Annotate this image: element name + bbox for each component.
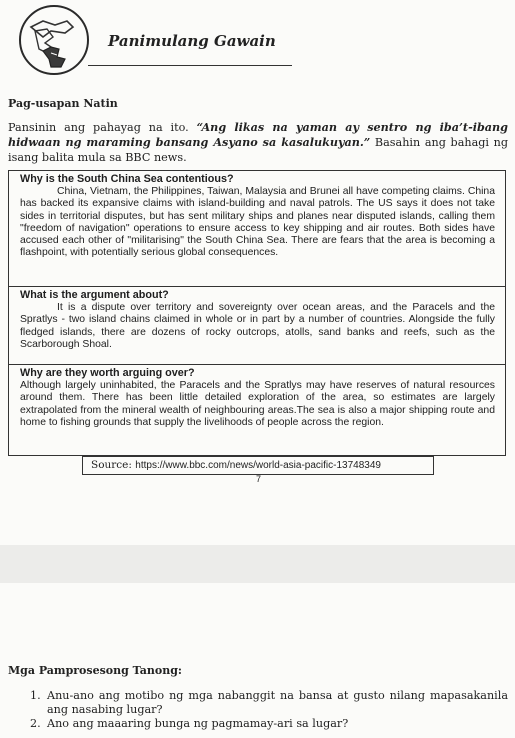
intro-prefix: Pansinin ang pahayag na ito. (8, 121, 197, 134)
intro-quote: “Ang likas na yaman ay sentro ng iba’t-ibang hidwaan ng maraming bansang Asyano sa kasalukuyan.” (8, 120, 508, 149)
puzzle-hand-logo-icon (19, 5, 89, 75)
article-box-argument (8, 286, 506, 365)
box-body: Although largely uninhabited, the Paracels and the Spratlys may have reserves of natural resources around them. There has been little detailed exploration of the area, so estimates are largely extrapolated from the mineral wealth of neighbouring areas.The sea is also a major shipping route and home to fishing grounds that supply the livelihoods of people across the region. (20, 380, 495, 428)
page-number: 7 (256, 474, 262, 484)
question-number: 1. (30, 689, 41, 702)
questions-heading: Mga Pamprosesong Tanong: (8, 664, 182, 677)
article-box-worth (8, 364, 506, 456)
header-underline (88, 65, 292, 66)
source-link[interactable]: https://www.bbc.com/news/world-asia-pacific-13748349 (135, 460, 381, 471)
box-body: China, Vietnam, the Philippines, Taiwan, Malaysia and Brunei all have competing claims. China has backed its expansive claims with island-building and naval patrols. The US says it does not take sides in territorial disputes, but has sent military ships and planes near disputed islands, calling them "freedom of navigation" operations to ensure access to key shipping and air routes. Both sides have accused each other of "militarising" the South China Sea. There are fears that the area is becoming a flashpoint, with potentially serious global consequences. (20, 186, 495, 259)
box-heading: What is the argument about? (20, 289, 169, 301)
question-number: 2. (30, 717, 41, 730)
page-gap (0, 545, 515, 583)
source-label: Source: (91, 459, 136, 471)
question-text: Ano ang maaaring bunga ng pagmamay-ari sa lugar? (47, 717, 349, 730)
box-heading: Why are they worth arguing over? (20, 367, 195, 379)
box-heading: Why is the South China Sea contentious? (20, 173, 234, 185)
question-text: Anu-ano ang motibo ng mga nabanggit na bansa at gusto nilang mapasakanila ang nasabing lugar? (47, 689, 508, 716)
questions-list (30, 689, 508, 731)
box-body: It is a dispute over territory and sovereignty over ocean areas, and the Paracels and the Spratlys - two island chains claimed in whole or in part by a number of countries. Alongside the fully fledged islands, there are dozens of rocky outcrops, atolls, sand banks and reefs, such as the Scarborough Shoal. (20, 302, 495, 350)
section-subheading: Pag-usapan Natin (8, 97, 118, 110)
intro-paragraph (8, 120, 508, 165)
intro-suffix: Basahin ang bahagi ng isang balita mula sa BBC news. (8, 136, 508, 164)
list-item (30, 689, 508, 717)
list-item (30, 717, 508, 731)
article-box-contentious (8, 170, 506, 287)
source-citation (82, 456, 434, 475)
page-title: Panimulang Gawain (108, 32, 276, 50)
